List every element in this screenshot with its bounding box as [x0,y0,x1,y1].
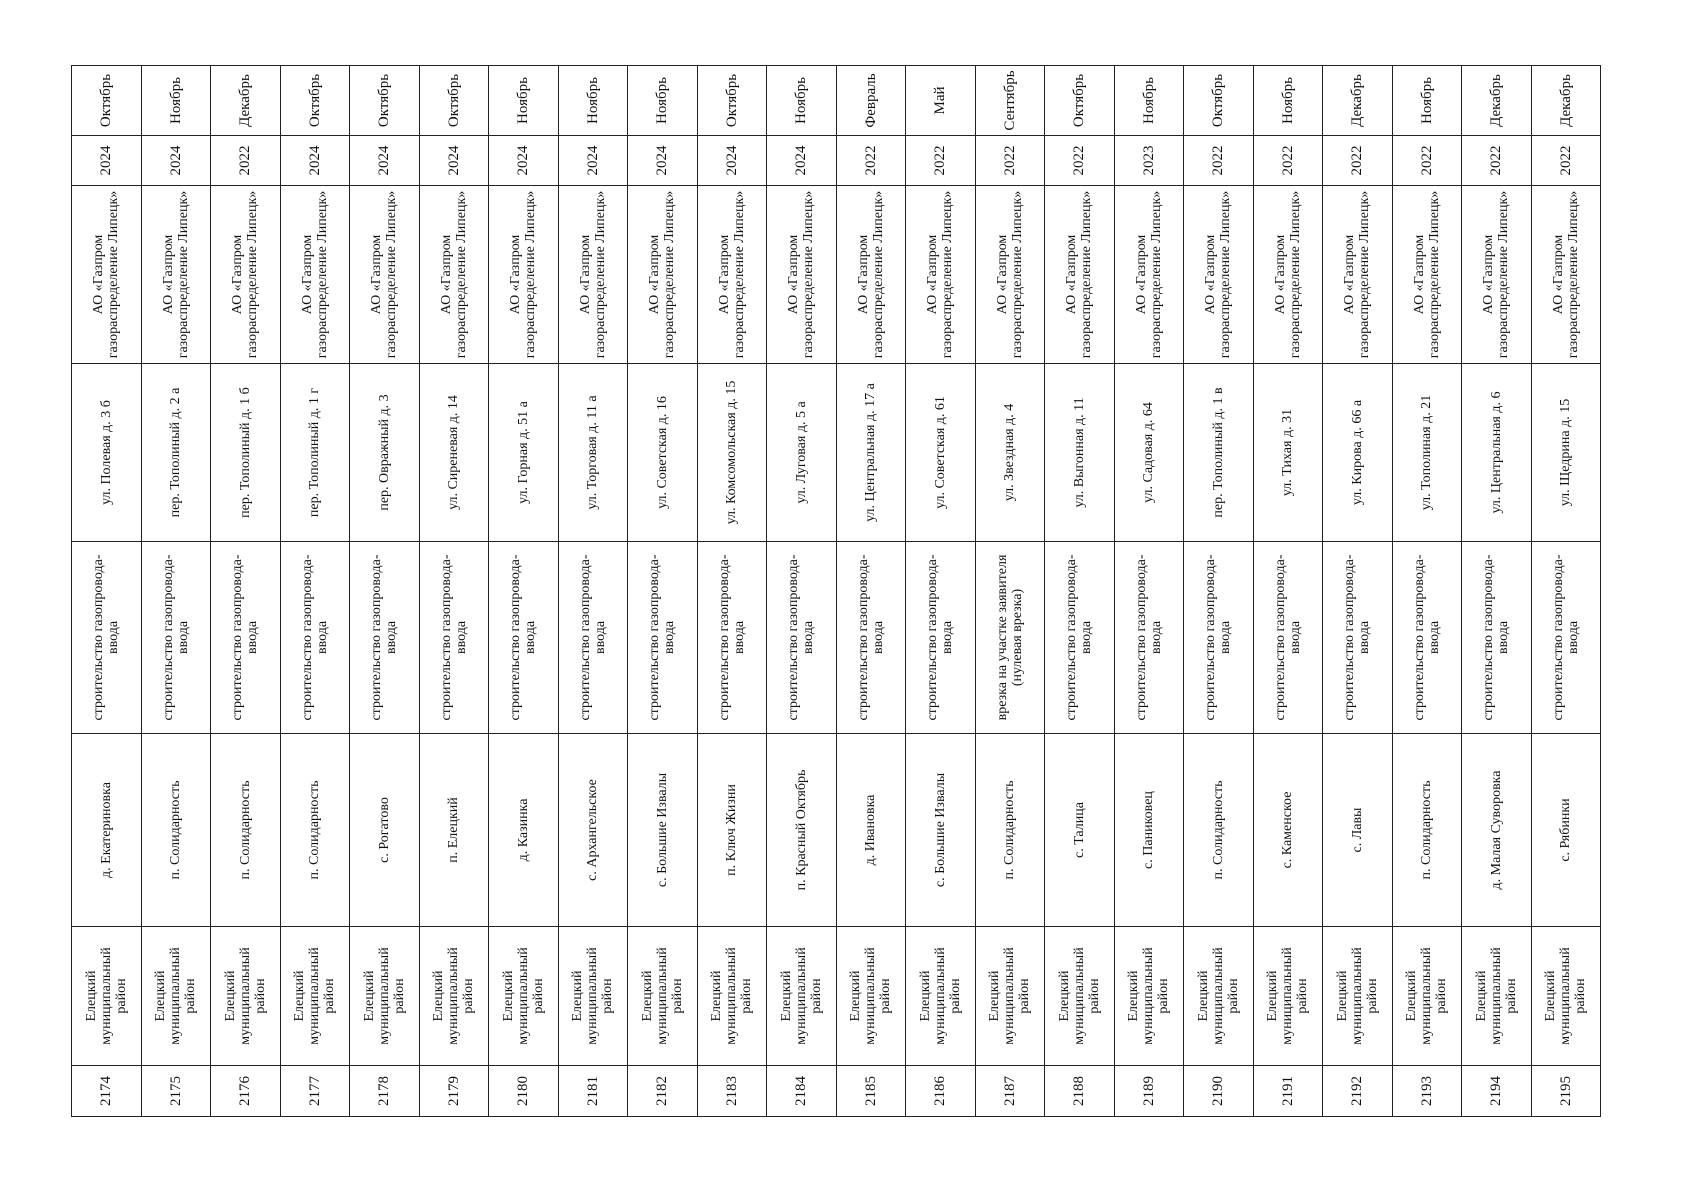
work-type-cell: строительство газопровода-ввода [836,542,906,734]
address-cell: ул. Центральная д. 17 а [836,364,906,542]
table-row [1531,66,1601,1117]
locality-cell: п. Солидарность [975,734,1045,927]
executor-cell: АО «Газпром газораспределение Липецк» [1531,186,1601,364]
work-type-cell: строительство газопровода-ввода [419,542,489,734]
locality-cell: д. Малая Суворовка [1462,734,1532,927]
table-row [141,66,211,1117]
locality-cell: с. Большие Извалы [906,734,976,927]
address-cell: пер. Тополиный д. 2 а [141,364,211,542]
row-number: 2185 [836,1066,906,1117]
address-cell: ул. Звездная д. 4 [975,364,1045,542]
table-row [280,66,350,1117]
executor-cell: АО «Газпром газораспределение Липецк» [628,186,698,364]
row-number: 2182 [628,1066,698,1117]
address-cell: ул. Кирова д. 66 а [1323,364,1393,542]
year-cell: 2024 [628,136,698,186]
locality-cell: с. Талица [1045,734,1115,927]
month-cell: Февраль [836,66,906,136]
executor-cell: АО «Газпром газораспределение Липецк» [975,186,1045,364]
month-cell: Сентябрь [975,66,1045,136]
work-type-cell: врезка на участке заявителя (нулевая врезка) [975,542,1045,734]
year-cell: 2022 [1184,136,1254,186]
district-cell: Елецкий муниципальный район [906,927,976,1066]
address-cell: пер. Тополиный д. 1 б [211,364,281,542]
address-cell: ул. Торговая д. 11 а [558,364,628,542]
locality-cell: п. Солидарность [1184,734,1254,927]
address-cell: ул. Центральная д. 6 [1462,364,1532,542]
table-row [1184,66,1254,1117]
executor-cell: АО «Газпром газораспределение Липецк» [697,186,767,364]
work-type-cell: строительство газопровода-ввода [628,542,698,734]
district-cell: Елецкий муниципальный район [280,927,350,1066]
month-cell: Ноябрь [1114,66,1184,136]
locality-cell: п. Солидарность [1392,734,1462,927]
locality-cell: п. Солидарность [280,734,350,927]
table-row [72,66,142,1117]
executor-cell: АО «Газпром газораспределение Липецк» [280,186,350,364]
executor-cell: АО «Газпром газораспределение Липецк» [1045,186,1115,364]
district-cell: Елецкий муниципальный район [489,927,559,1066]
year-cell: 2024 [489,136,559,186]
district-cell: Елецкий муниципальный район [419,927,489,1066]
address-cell: ул. Советская д. 61 [906,364,976,542]
district-cell: Елецкий муниципальный район [141,927,211,1066]
table-row [906,66,976,1117]
address-cell: ул. Комсомольская д. 15 [697,364,767,542]
table-row [628,66,698,1117]
month-cell: Октябрь [72,66,142,136]
rotated-table-wrapper [71,66,1601,1117]
row-number: 2192 [1323,1066,1393,1117]
year-cell: 2024 [767,136,837,186]
row-number: 2191 [1253,1066,1323,1117]
table-row [489,66,559,1117]
table-row [211,66,281,1117]
year-cell: 2024 [72,136,142,186]
locality-cell: с. Рябинки [1531,734,1601,927]
work-type-cell: строительство газопровода-ввода [141,542,211,734]
month-cell: Октябрь [1045,66,1115,136]
address-cell: ул. Щедрина д. 15 [1531,364,1601,542]
district-cell: Елецкий муниципальный район [72,927,142,1066]
gas-connection-register-table [71,65,1601,1117]
table-row [1323,66,1393,1117]
year-cell: 2024 [141,136,211,186]
month-cell: Ноябрь [1253,66,1323,136]
month-cell: Декабрь [1531,66,1601,136]
table-row [975,66,1045,1117]
month-cell: Ноябрь [1392,66,1462,136]
address-cell: ул. Полевая д. 3 б [72,364,142,542]
executor-cell: АО «Газпром газораспределение Липецк» [489,186,559,364]
address-cell: ул. Выгонная д. 11 [1045,364,1115,542]
year-cell: 2022 [1253,136,1323,186]
year-cell: 2022 [1045,136,1115,186]
district-cell: Елецкий муниципальный район [767,927,837,1066]
year-cell: 2024 [280,136,350,186]
work-type-cell: строительство газопровода-ввода [489,542,559,734]
work-type-cell: строительство газопровода-ввода [211,542,281,734]
row-number: 2193 [1392,1066,1462,1117]
executor-cell: АО «Газпром газораспределение Липецк» [1392,186,1462,364]
year-cell: 2024 [419,136,489,186]
work-type-cell: строительство газопровода-ввода [1253,542,1323,734]
district-cell: Елецкий муниципальный район [1184,927,1254,1066]
year-cell: 2022 [836,136,906,186]
executor-cell: АО «Газпром газораспределение Липецк» [72,186,142,364]
locality-cell: п. Елецкий [419,734,489,927]
district-cell: Елецкий муниципальный район [1323,927,1393,1066]
table-row [558,66,628,1117]
locality-cell: с. Рогатово [350,734,420,927]
row-number: 2179 [419,1066,489,1117]
table-row [350,66,420,1117]
locality-cell: п. Солидарность [141,734,211,927]
year-cell: 2024 [697,136,767,186]
row-number: 2184 [767,1066,837,1117]
district-cell: Елецкий муниципальный район [211,927,281,1066]
month-cell: Ноябрь [767,66,837,136]
row-number: 2174 [72,1066,142,1117]
locality-cell: с. Паниковец [1114,734,1184,927]
executor-cell: АО «Газпром газораспределение Липецк» [767,186,837,364]
row-number: 2187 [975,1066,1045,1117]
address-cell: пер. Тополиный д. 1 г [280,364,350,542]
year-cell: 2022 [906,136,976,186]
row-number: 2178 [350,1066,420,1117]
executor-cell: АО «Газпром газораспределение Липецк» [1323,186,1393,364]
month-cell: Ноябрь [558,66,628,136]
address-cell: ул. Горная д. 51 а [489,364,559,542]
executor-cell: АО «Газпром газораспределение Липецк» [141,186,211,364]
district-cell: Елецкий муниципальный район [975,927,1045,1066]
locality-cell: с. Каменское [1253,734,1323,927]
district-cell: Елецкий муниципальный район [1392,927,1462,1066]
row-number: 2180 [489,1066,559,1117]
month-cell: Декабрь [1323,66,1393,136]
locality-cell: д. Казинка [489,734,559,927]
executor-cell: АО «Газпром газораспределение Липецк» [419,186,489,364]
row-number: 2183 [697,1066,767,1117]
executor-cell: АО «Газпром газораспределение Липецк» [1184,186,1254,364]
work-type-cell: строительство газопровода-ввода [72,542,142,734]
year-cell: 2022 [1531,136,1601,186]
executor-cell: АО «Газпром газораспределение Липецк» [1462,186,1532,364]
address-cell: ул. Садовая д. 64 [1114,364,1184,542]
row-number: 2195 [1531,1066,1601,1117]
month-cell: Ноябрь [489,66,559,136]
table-row [767,66,837,1117]
row-number: 2177 [280,1066,350,1117]
month-cell: Май [906,66,976,136]
row-number: 2189 [1114,1066,1184,1117]
work-type-cell: строительство газопровода-ввода [1045,542,1115,734]
executor-cell: АО «Газпром газораспределение Липецк» [1114,186,1184,364]
address-cell: пер. Тополиный д. 1 в [1184,364,1254,542]
table-row [1253,66,1323,1117]
district-cell: Елецкий муниципальный район [836,927,906,1066]
row-number: 2188 [1045,1066,1115,1117]
month-cell: Ноябрь [141,66,211,136]
month-cell: Декабрь [211,66,281,136]
year-cell: 2024 [350,136,420,186]
month-cell: Ноябрь [628,66,698,136]
locality-cell: п. Ключ Жизни [697,734,767,927]
table-body [72,66,1601,1117]
work-type-cell: строительство газопровода-ввода [1392,542,1462,734]
year-cell: 2022 [975,136,1045,186]
row-number: 2176 [211,1066,281,1117]
work-type-cell: строительство газопровода-ввода [1114,542,1184,734]
executor-cell: АО «Газпром газораспределение Липецк» [350,186,420,364]
address-cell: пер. Овражный д. 3 [350,364,420,542]
month-cell: Октябрь [350,66,420,136]
address-cell: ул. Луговая д. 5 а [767,364,837,542]
month-cell: Октябрь [1184,66,1254,136]
locality-cell: д. Ивановка [836,734,906,927]
locality-cell: с. Архангельское [558,734,628,927]
work-type-cell: строительство газопровода-ввода [558,542,628,734]
year-cell: 2022 [211,136,281,186]
locality-cell: п. Красный Октябрь [767,734,837,927]
month-cell: Декабрь [1462,66,1532,136]
locality-cell: п. Солидарность [211,734,281,927]
table-row [1392,66,1462,1117]
executor-cell: АО «Газпром газораспределение Липецк» [906,186,976,364]
table-row [419,66,489,1117]
work-type-cell: строительство газопровода-ввода [1184,542,1254,734]
year-cell: 2022 [1323,136,1393,186]
month-cell: Октябрь [419,66,489,136]
district-cell: Елецкий муниципальный район [1114,927,1184,1066]
work-type-cell: строительство газопровода-ввода [280,542,350,734]
work-type-cell: строительство газопровода-ввода [1323,542,1393,734]
district-cell: Елецкий муниципальный район [1253,927,1323,1066]
district-cell: Елецкий муниципальный район [558,927,628,1066]
district-cell: Елецкий муниципальный район [697,927,767,1066]
locality-cell: с. Большие Извалы [628,734,698,927]
year-cell: 2022 [1462,136,1532,186]
month-cell: Октябрь [280,66,350,136]
locality-cell: д. Екатериновка [72,734,142,927]
row-number: 2194 [1462,1066,1532,1117]
address-cell: ул. Тихая д. 31 [1253,364,1323,542]
work-type-cell: строительство газопровода-ввода [767,542,837,734]
executor-cell: АО «Газпром газораспределение Липецк» [836,186,906,364]
work-type-cell: строительство газопровода-ввода [906,542,976,734]
year-cell: 2023 [1114,136,1184,186]
table-row [836,66,906,1117]
address-cell: ул. Сиреневая д. 14 [419,364,489,542]
month-cell: Октябрь [697,66,767,136]
district-cell: Елецкий муниципальный район [1531,927,1601,1066]
table-row [1462,66,1532,1117]
district-cell: Елецкий муниципальный район [628,927,698,1066]
executor-cell: АО «Газпром газораспределение Липецк» [558,186,628,364]
table-row [697,66,767,1117]
row-number: 2175 [141,1066,211,1117]
year-cell: 2024 [558,136,628,186]
row-number: 2186 [906,1066,976,1117]
work-type-cell: строительство газопровода-ввода [1531,542,1601,734]
row-number: 2190 [1184,1066,1254,1117]
row-number: 2181 [558,1066,628,1117]
executor-cell: АО «Газпром газораспределение Липецк» [211,186,281,364]
address-cell: ул. Тополиная д. 21 [1392,364,1462,542]
locality-cell: с. Лавы [1323,734,1393,927]
address-cell: ул. Советская д. 16 [628,364,698,542]
work-type-cell: строительство газопровода-ввода [350,542,420,734]
year-cell: 2022 [1392,136,1462,186]
work-type-cell: строительство газопровода-ввода [1462,542,1532,734]
district-cell: Елецкий муниципальный район [1045,927,1115,1066]
district-cell: Елецкий муниципальный район [350,927,420,1066]
work-type-cell: строительство газопровода-ввода [697,542,767,734]
table-row [1045,66,1115,1117]
district-cell: Елецкий муниципальный район [1462,927,1532,1066]
table-row [1114,66,1184,1117]
executor-cell: АО «Газпром газораспределение Липецк» [1253,186,1323,364]
